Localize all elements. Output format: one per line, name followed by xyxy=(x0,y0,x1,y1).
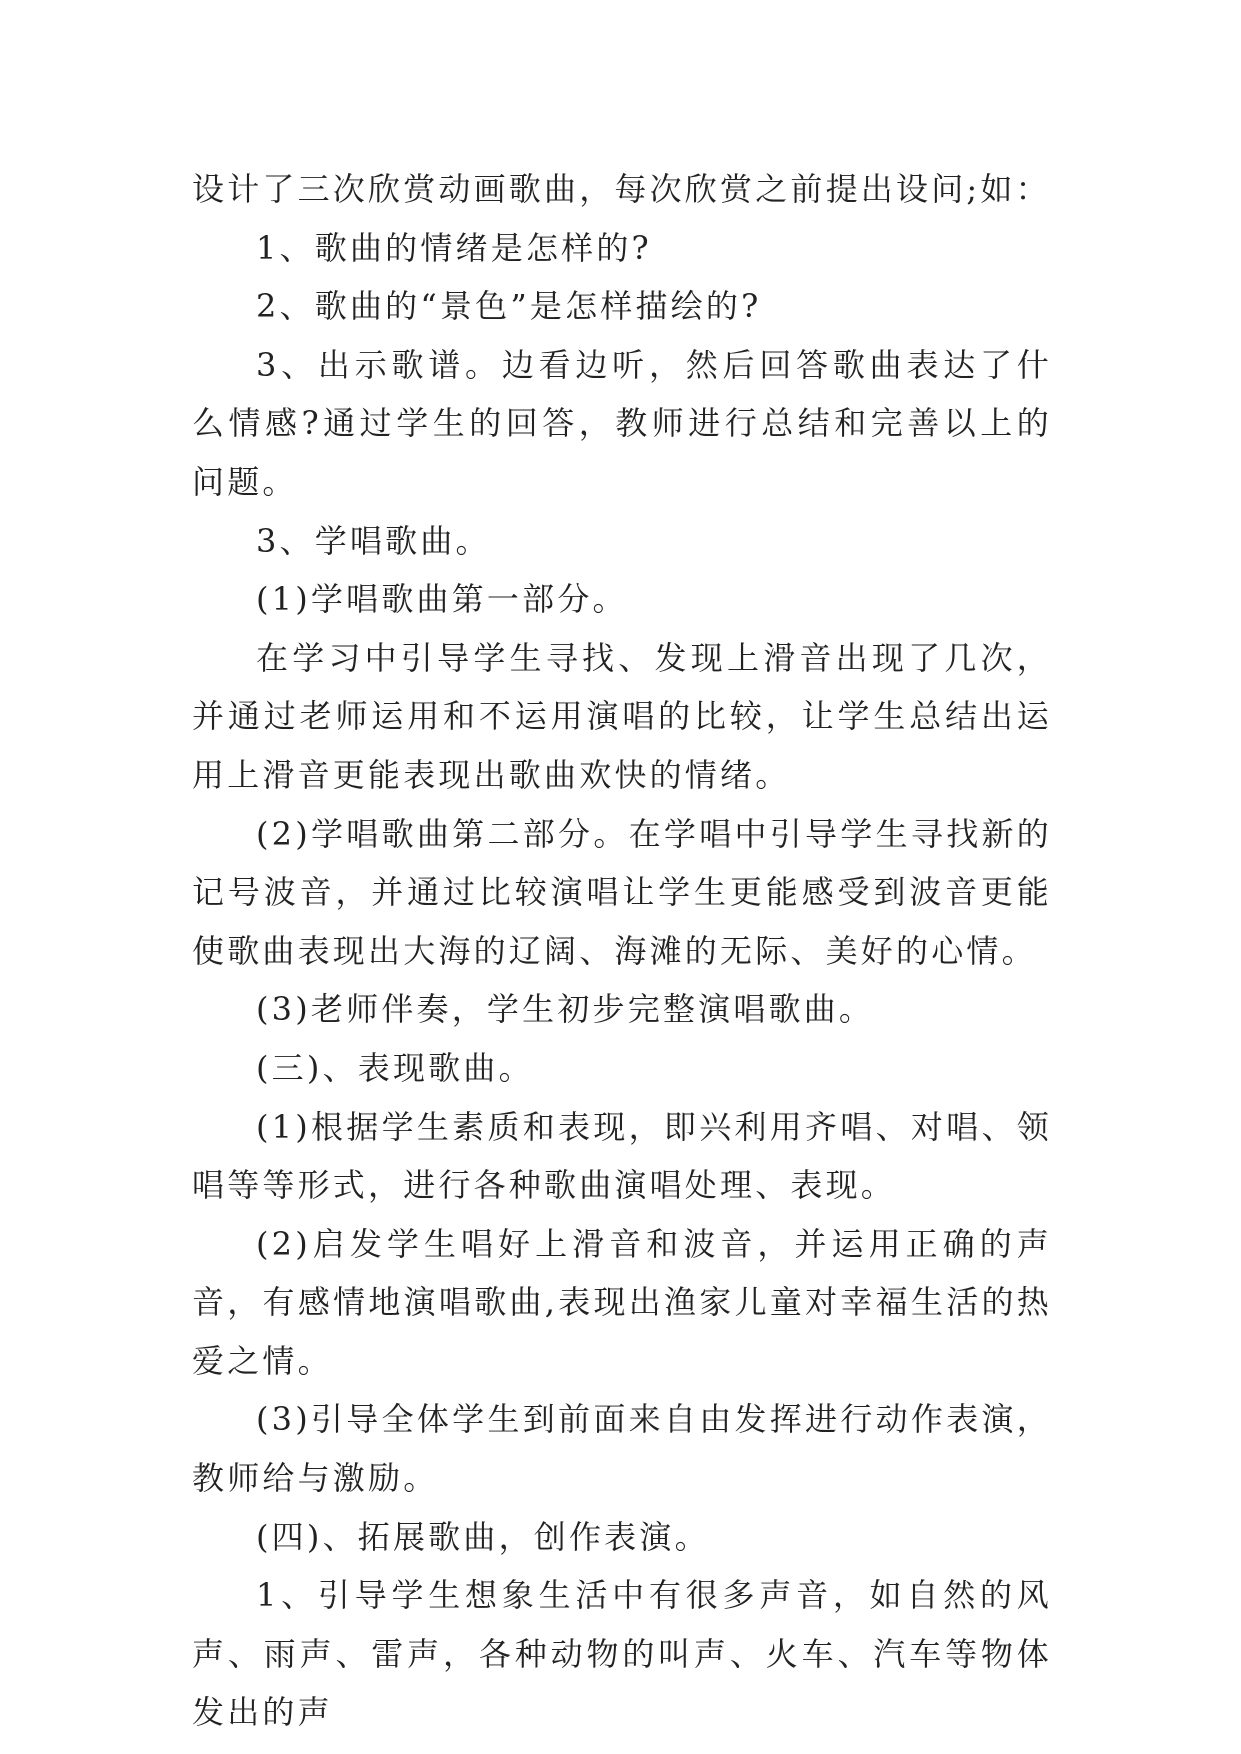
paragraph-question-3: 3、出示歌谱。边看边听，然后回答歌曲表达了什么情感?通过学生的回答，教师进行总结和完善以上的问题。 xyxy=(192,345,1052,501)
heading-expand-song: (四)、拓展歌曲，创作表演。 xyxy=(256,1517,710,1556)
heading-perform-song: (三)、表现歌曲。 xyxy=(256,1048,534,1087)
paragraph-question-2: 2、歌曲的“景色”是怎样描绘的? xyxy=(256,287,762,326)
paragraph-part-2: (2)学唱歌曲第二部分。在学唱中引导学生寻找新的记号波音，并通过比较演唱让学生更能感受到波音更能使歌曲表现出大海的辽阔、海滩的无际、美好的心情。 xyxy=(192,814,1052,970)
paragraph-question-1: 1、歌曲的情绪是怎样的? xyxy=(256,228,652,267)
subheading-part-1: (1)学唱歌曲第一部分。 xyxy=(256,580,628,619)
paragraph-perform-1: (1)根据学生素质和表现，即兴利用齐唱、对唱、领唱等等形式，进行各种歌曲演唱处理、表现。 xyxy=(192,1107,1052,1205)
heading-learn-song: 3、学唱歌曲。 xyxy=(256,521,491,560)
paragraph-part-3: (3)老师伴奏，学生初步完整演唱歌曲。 xyxy=(256,990,875,1029)
document-body xyxy=(192,160,1052,1742)
paragraph-continuation: 设计了三次欣赏动画歌曲，每次欣赏之前提出设问;如： xyxy=(192,170,1051,208)
paragraph-expand-1: 1、引导学生想象生活中有很多声音，如自然的风声、雨声、雷声，各种动物的叫声、火车、汽车等物体发出的声 xyxy=(192,1576,1052,1732)
paragraph-perform-2: (2)启发学生唱好上滑音和波音，并运用正确的声音，有感情地演唱歌曲,表现出渔家儿童对幸福生活的热爱之情。 xyxy=(192,1224,1052,1380)
paragraph-glide-tone: 在学习中引导学生寻找、发现上滑音出现了几次，并通过老师运用和不运用演唱的比较，让学生总结出运用上滑音更能表现出歌曲欢快的情绪。 xyxy=(192,638,1052,794)
paragraph-perform-3: (3)引导全体学生到前面来自由发挥进行动作表演，教师给与激励。 xyxy=(192,1400,1052,1498)
